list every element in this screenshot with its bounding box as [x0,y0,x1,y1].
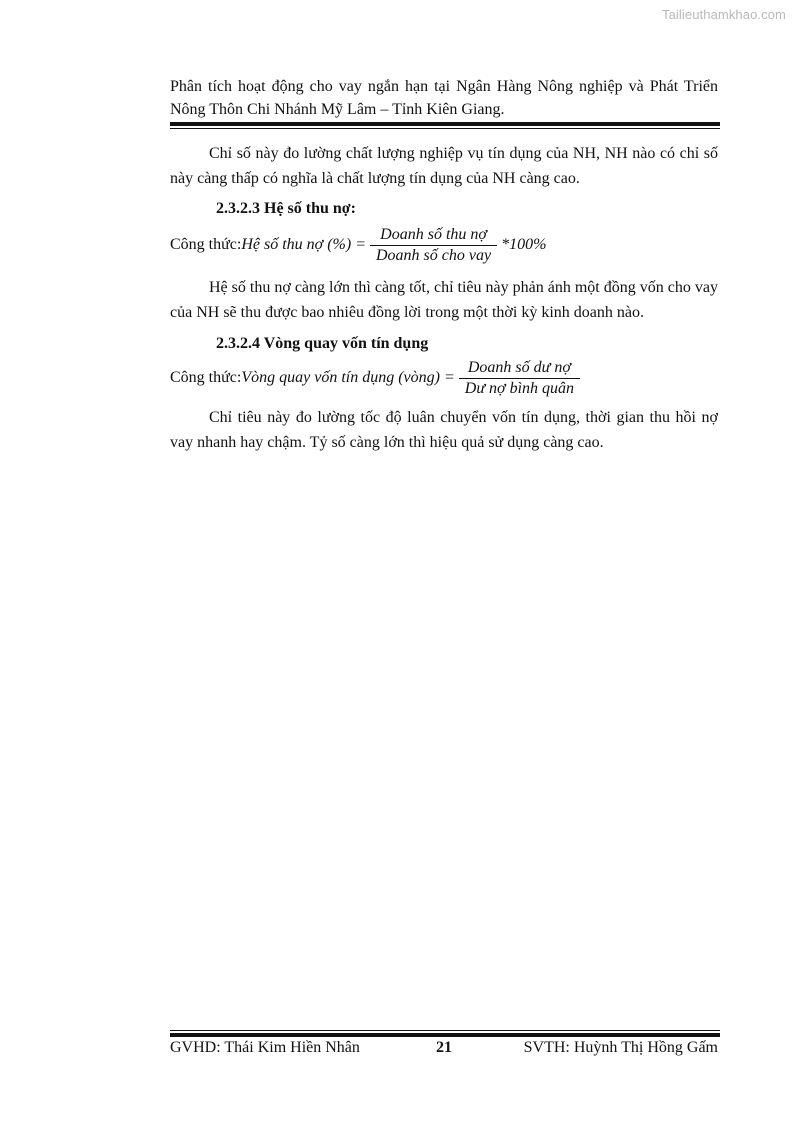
fraction-denominator: Doanh số cho vay [370,245,497,266]
formula-vong-quay-von [170,357,718,399]
formula-he-so-thu-no [170,224,718,266]
footer-student: SVTH: Huỳnh Thị Hồng Gấm [523,1039,718,1056]
fraction-denominator: Dư nợ bình quân [459,378,580,399]
he-so-thu-no-paragraph: Hệ số thu nợ càng lớn thì càng tốt, chỉ tiêu này phản ánh một đồng vốn cho vay của NH sẽ thu được bao nhiêu đồng lời trong một thời kỳ kinh doanh nào. [170,279,718,321]
footer-divider [170,1030,720,1037]
formula-fraction [459,358,580,399]
watermark: Tailieuthamkhao.com [661,7,786,22]
page-body [170,141,718,455]
formula-suffix: *100% [501,236,547,253]
formula-label: Công thức: [170,369,242,386]
header-divider [170,122,720,129]
fraction-numerator: Doanh số thu nợ [380,225,487,243]
fraction-numerator: Doanh số dư nợ [467,358,571,376]
page-number: 21 [436,1039,452,1056]
intro-paragraph: Chỉ số này đo lường chất lượng nghiệp vụ tín dụng của NH, NH nào có chỉ số này càng thấp có nghĩa là chất lượng tín dụng của NH càng cao. [170,145,718,187]
formula-fraction [370,225,497,266]
section-heading-he-so-thu-no: 2.3.2.3 Hệ số thu nợ: [216,200,356,217]
section-heading-vong-quay-von: 2.3.2.4 Vòng quay vốn tín dụng [216,335,429,352]
formula-lhs: Vòng quay vốn tín dụng (vòng) = [241,369,455,386]
formula-label: Công thức: [170,236,242,253]
formula-lhs: Hệ số thu nợ (%) = [241,236,366,253]
page-header-title: Phân tích hoạt động cho vay ngắn hạn tại Ngân Hàng Nông nghiệp và Phát Triển Nông Thôn Chi Nhánh Mỹ Lâm – Tỉnh Kiên Giang. [170,78,718,118]
footer-advisor: GVHD: Thái Kim Hiền Nhân [170,1039,360,1056]
page-footer [170,1039,718,1061]
vong-quay-von-paragraph: Chỉ tiêu này đo lường tốc độ luân chuyển vốn tín dụng, thời gian thu hồi nợ vay nhanh hay chậm. Tỷ số càng lớn thì hiệu quả sử dụng càng cao. [170,409,718,451]
